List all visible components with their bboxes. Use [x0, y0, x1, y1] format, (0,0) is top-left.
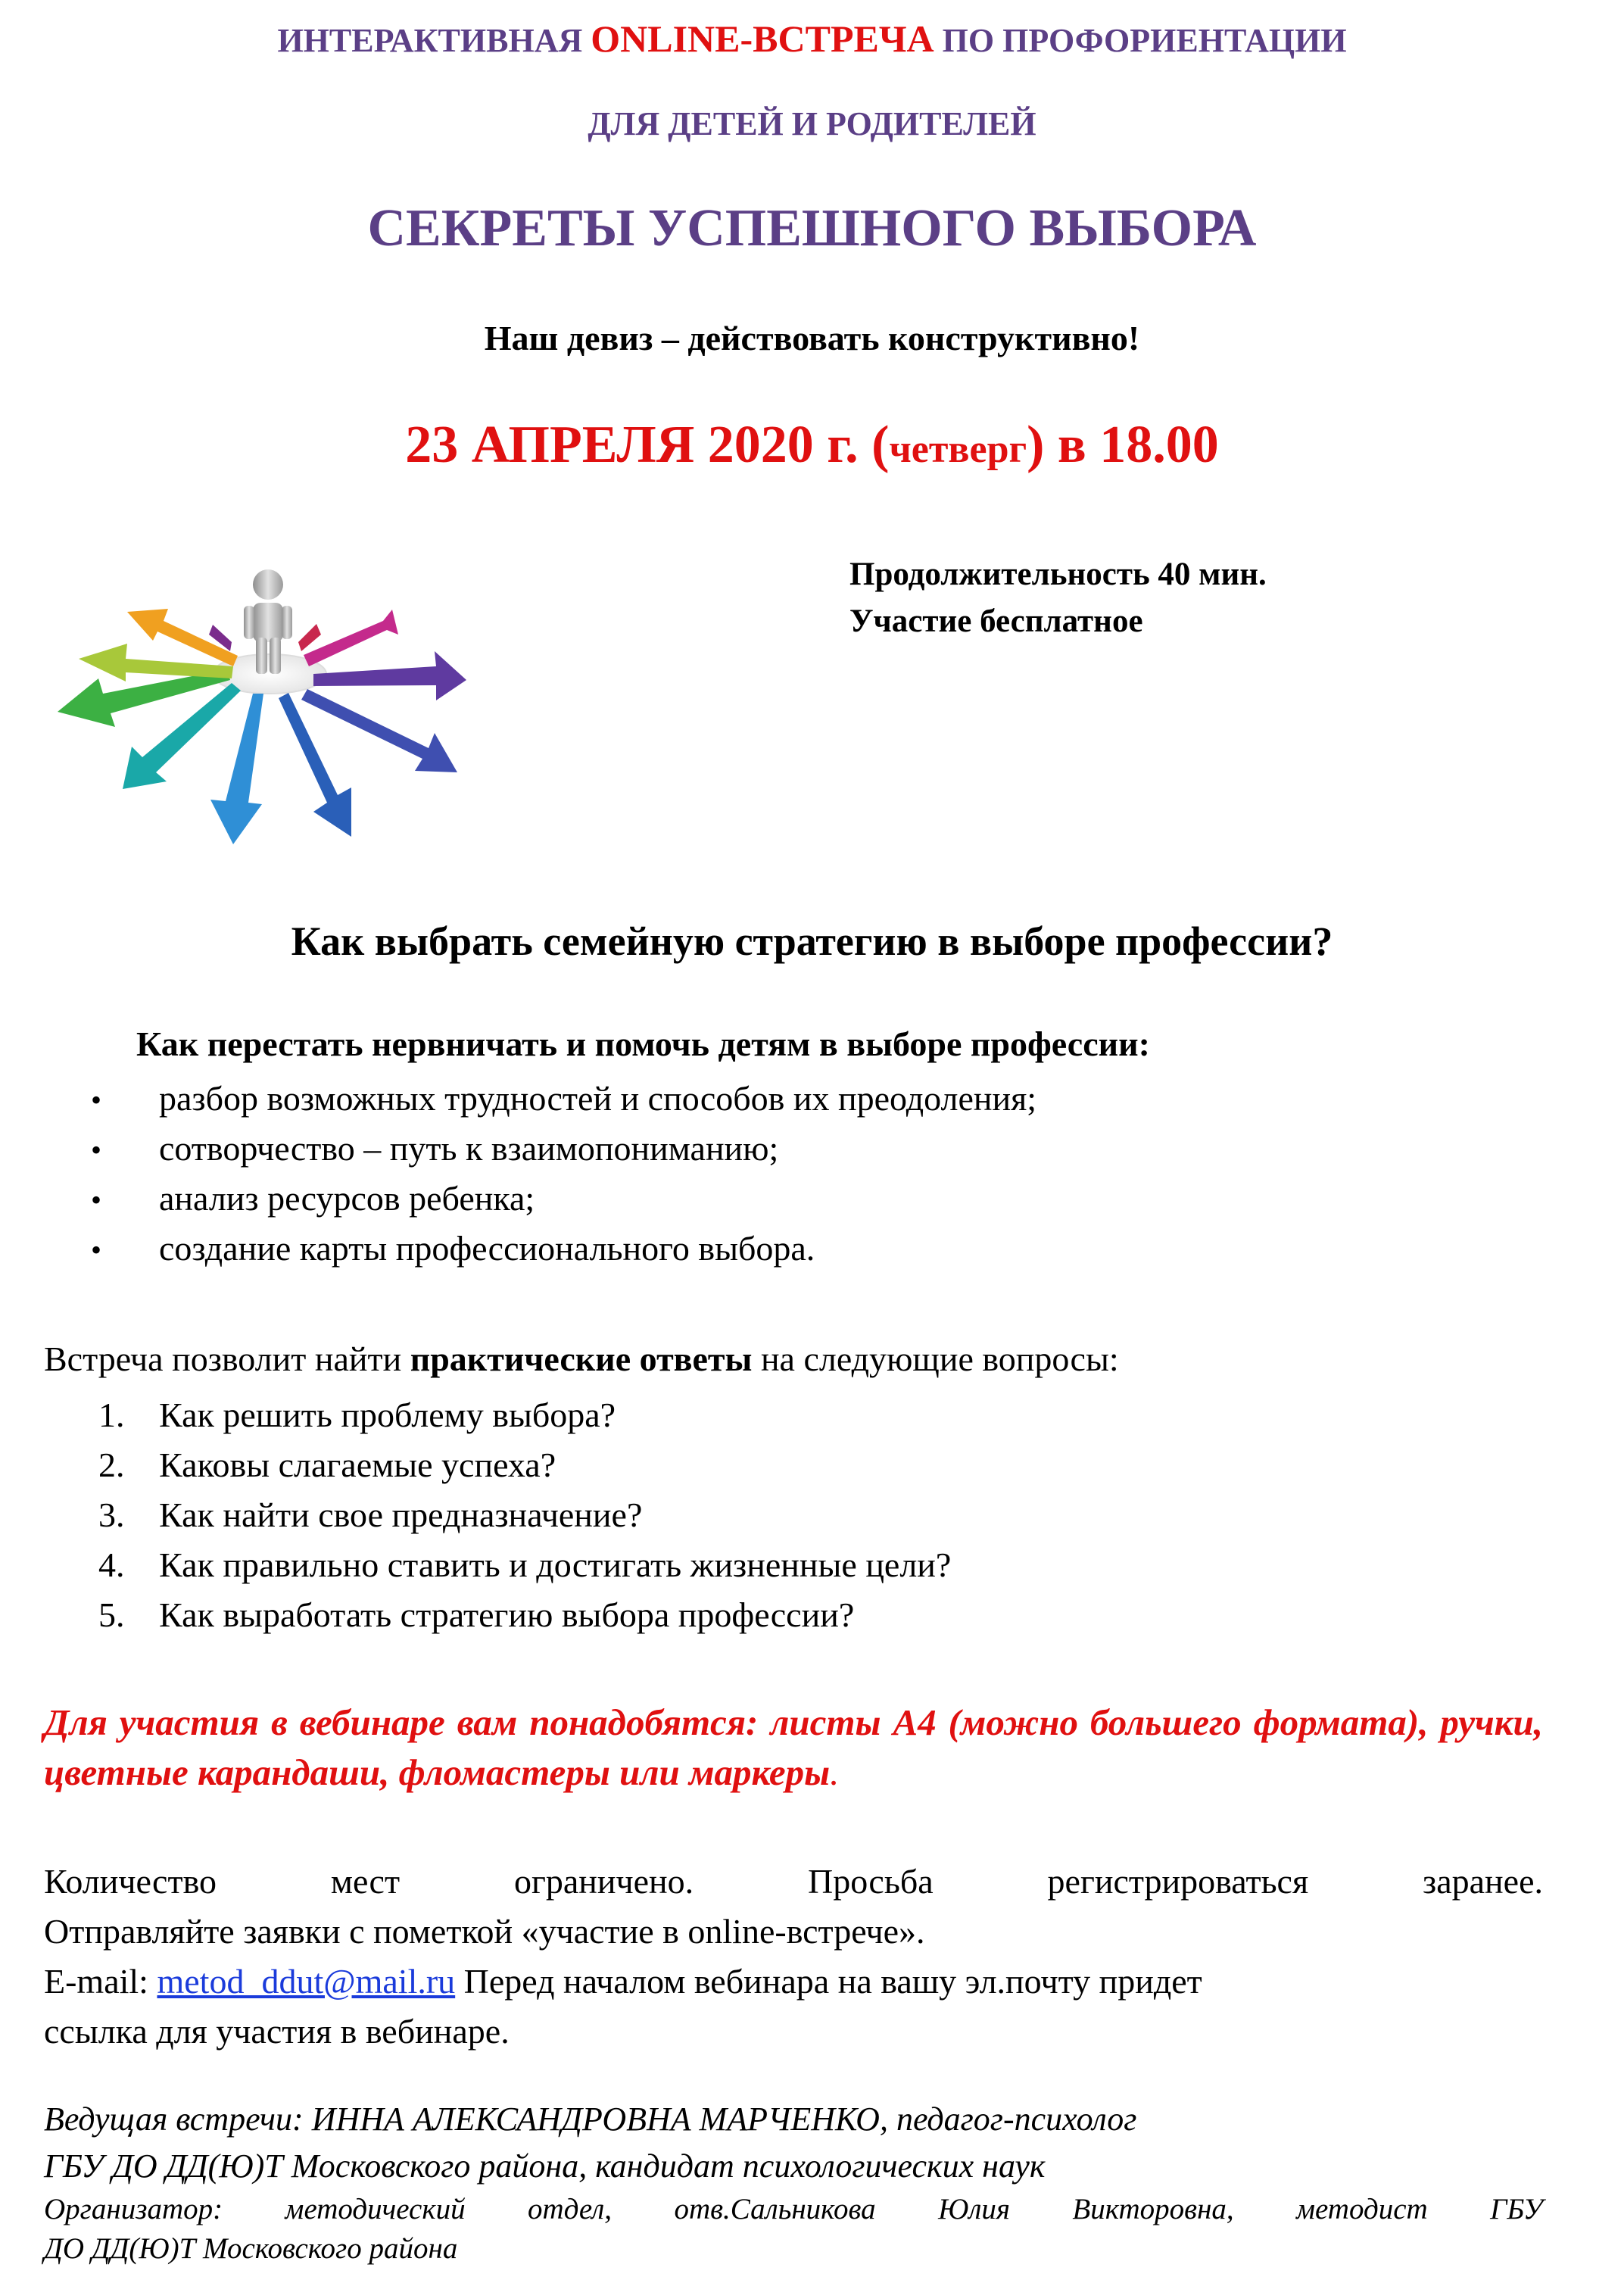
bullet-icon: •	[91, 1233, 102, 1267]
bullet-icon: •	[91, 1133, 102, 1167]
arrow-blue-down	[210, 694, 263, 844]
date-time: ) в 18.00	[1027, 416, 1219, 474]
topic-text: создание карты профессионального выбора.	[159, 1229, 815, 1268]
question-number: 3.	[98, 1495, 125, 1534]
footer	[44, 2096, 1543, 2269]
contacts-block	[44, 1857, 1543, 2057]
list-item	[91, 1174, 1036, 1224]
email-line	[44, 1957, 1543, 2007]
question-text: Как найти свое предназначение?	[159, 1495, 643, 1534]
motto: Наш девиз – действовать конструктивно!	[484, 319, 1140, 357]
online-meeting-highlight: ONLINE-ВСТРЕЧА	[591, 17, 934, 60]
list-item	[98, 1440, 951, 1490]
main-question: Как выбрать семейную стратегию в выборе профессии?	[291, 919, 1333, 964]
questions-intro	[44, 1339, 1119, 1379]
practical-answers-text: практические ответы	[410, 1340, 753, 1378]
arrow-red-up-right	[298, 624, 321, 651]
materials-notice	[44, 1698, 1543, 1798]
question-number: 2.	[98, 1446, 125, 1484]
header-suffix: ПО ПРОФОРИЕНТАЦИИ	[934, 22, 1347, 59]
question-number: 5.	[98, 1595, 125, 1634]
event-info	[849, 551, 1267, 645]
list-item	[91, 1224, 1036, 1274]
question-text: Как решить проблему выбора?	[159, 1396, 616, 1434]
host-line-2: ГБУ ДО ДД(Ю)Т Московского района, кандидат психологических наук	[44, 2147, 1046, 2185]
list-item	[98, 1590, 951, 1640]
header-line-2: ДЛЯ ДЕТЕЙ И РОДИТЕЛЕЙ	[588, 105, 1036, 142]
duration-text: Продолжительность 40 мин.	[849, 557, 1267, 592]
questions-list	[98, 1390, 951, 1640]
sub-question: Как перестать нервничать и помочь детям в выборе профессии:	[136, 1025, 1150, 1063]
arrow-magenta-right	[304, 610, 398, 666]
email-label: E-mail:	[44, 1962, 157, 2001]
topics-list	[91, 1074, 1036, 1274]
organizer-line-2: ДО ДД(Ю)Т Московского района	[44, 2232, 458, 2265]
application-instruction: Отправляйте заявки с пометкой «участие в online-встрече».	[44, 1912, 925, 1951]
topic-text: сотворчество – путь к взаимопониманию;	[159, 1129, 779, 1168]
materials-end: .	[830, 1751, 840, 1793]
question-text: Как выработать стратегию выбора профессии?	[159, 1595, 855, 1634]
question-number: 4.	[98, 1545, 125, 1584]
webinar-link-note: ссылка для участия в вебинаре.	[44, 2012, 510, 2051]
email-note: Перед началом вебинара на вашу эл.почту придет	[455, 1962, 1202, 2001]
bullet-icon: •	[91, 1083, 102, 1117]
topic-text: анализ ресурсов ребенка;	[159, 1179, 535, 1218]
email-link[interactable]: metod_ddut@mail.ru	[157, 1962, 456, 2001]
bullet-icon: •	[91, 1183, 102, 1217]
header-prefix: ИНТЕРАКТИВНАЯ	[277, 22, 591, 59]
host-line-1: Ведущая встречи: ИННА АЛЕКСАНДРОВНА МАРЧЕНКО, педагог-психолог	[44, 2101, 1137, 2138]
arrow-indigo-down-right	[301, 689, 457, 772]
list-item	[98, 1390, 951, 1440]
person-choosing-directions-arrows-illustration	[42, 545, 527, 863]
event-date	[0, 415, 1624, 476]
organizer-line-1: Организатор: методический отдел, отв.Сальникова Юлия Викторовна, методист ГБУ	[44, 2193, 1543, 2225]
date-weekday: четверг	[889, 428, 1027, 471]
date-main: 23 АПРЕЛЯ 2020 г. (	[405, 416, 890, 474]
price-text: Участие бесплатное	[849, 603, 1143, 639]
question-number: 1.	[98, 1396, 125, 1434]
list-item	[98, 1540, 951, 1590]
intro-prefix: Встреча позволит найти	[44, 1340, 410, 1378]
question-text: Каковы слагаемые успеха?	[159, 1446, 556, 1484]
limited-seats-text: Количество мест ограничено. Просьба регистрироваться заранее.	[44, 1862, 1543, 1901]
arrow-violet-right	[313, 651, 466, 700]
question-text: Как правильно ставить и достигать жизненные цели?	[159, 1545, 952, 1584]
list-item	[98, 1490, 951, 1540]
topic-text: разбор возможных трудностей и способов их преодоления;	[159, 1079, 1037, 1118]
materials-text: Для участия в вебинаре вам понадобятся: листы А4 (можно большего формата), ручки, цветные карандаши, фломастеры или маркеры	[44, 1701, 1543, 1793]
header-line-1	[0, 17, 1624, 61]
page-title: СЕКРЕТЫ УСПЕШНОГО ВЫБОРА	[367, 199, 1257, 257]
intro-suffix: на следующие вопросы:	[752, 1340, 1119, 1378]
list-item	[91, 1074, 1036, 1124]
list-item	[91, 1124, 1036, 1174]
